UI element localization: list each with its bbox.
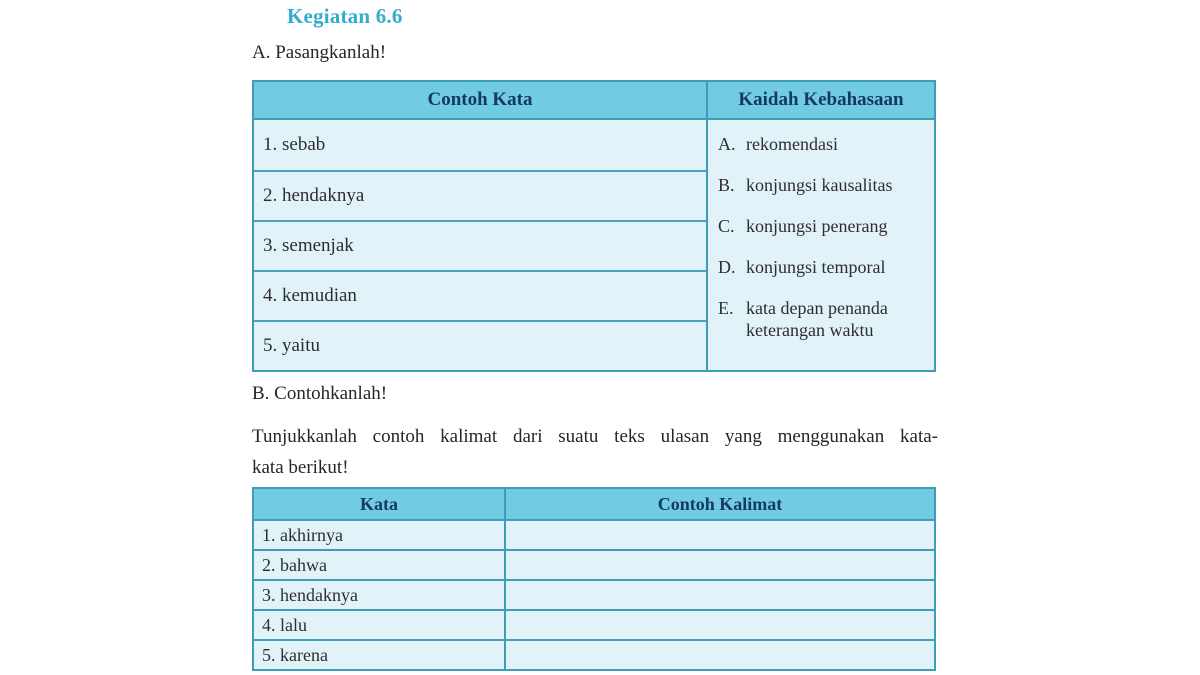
kata-cell-4: 4. lalu (254, 609, 504, 639)
section-a-label: A. Pasangkanlah! (252, 42, 387, 63)
word-cell-2: 2. hendaknya (254, 170, 706, 220)
option-text: konjungsi temporal (746, 257, 886, 277)
instruction-line-1: Tunjukkanlah contoh kalimat dari suatu teks ulasan yang menggunakan kata- (252, 426, 938, 447)
kata-cell-2: 2. bahwa (254, 549, 504, 579)
matching-table (252, 80, 936, 372)
option-item-a (718, 133, 928, 155)
word-column (254, 120, 706, 370)
word-cell-3: 3. semenjak (254, 220, 706, 270)
word-cell-4: 4. kemudian (254, 270, 706, 320)
option-item-b (718, 174, 928, 196)
option-item-c (718, 215, 928, 237)
option-text: konjungsi penerang (746, 216, 888, 236)
example-cell-5 (504, 639, 934, 669)
example-cell-3 (504, 579, 934, 609)
option-letter: B. (718, 175, 735, 195)
option-text: kata depan penanda keterangan waktu (746, 298, 888, 340)
column-header-kaidah-kebahasaan: Kaidah Kebahasaan (706, 82, 934, 120)
option-item-d (718, 256, 928, 278)
option-letter: E. (718, 298, 734, 318)
column-header-contoh-kalimat: Contoh Kalimat (504, 489, 934, 519)
section-b-label: B. Contohkanlah! (252, 383, 388, 404)
page-title: Kegiatan 6.6 (287, 4, 403, 28)
column-header-contoh-kata: Contoh Kata (254, 82, 706, 120)
kata-cell-3: 3. hendaknya (254, 579, 504, 609)
option-text: konjungsi kausalitas (746, 175, 893, 195)
instruction-line-2: kata berikut! (252, 457, 349, 478)
instruction-text (252, 421, 938, 483)
option-letter: A. (718, 134, 736, 154)
example-cell-2 (504, 549, 934, 579)
column-header-kata: Kata (254, 489, 504, 519)
option-text: rekomendasi (746, 134, 838, 154)
options-column (706, 120, 934, 370)
kata-cell-5: 5. karena (254, 639, 504, 669)
word-cell-1: 1. sebab (263, 134, 326, 155)
option-item-e (718, 297, 928, 341)
kata-cell-1: 1. akhirnya (254, 519, 504, 549)
example-cell-4 (504, 609, 934, 639)
examples-table (252, 487, 936, 671)
word-cell-5: 5. yaitu (254, 320, 706, 370)
option-letter: C. (718, 216, 735, 236)
example-cell-1 (504, 519, 934, 549)
option-letter: D. (718, 257, 736, 277)
